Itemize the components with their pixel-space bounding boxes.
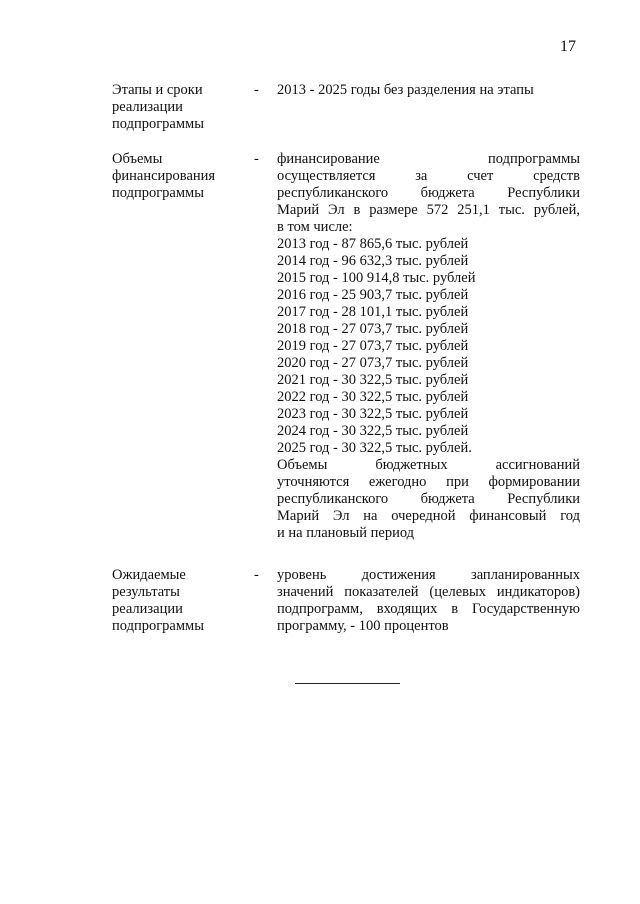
label-line: Объемы: [112, 151, 163, 167]
content-line: республиканского бюджета Республики: [277, 491, 580, 507]
year-funding-line: 2019 год - 27 073,7 тыс. рублей: [277, 338, 469, 354]
row-content: [277, 82, 580, 99]
label-line: Ожидаемые: [112, 567, 186, 583]
dash: -: [254, 567, 259, 583]
page-number: 17: [560, 38, 576, 55]
row-label: [112, 151, 252, 202]
content-line: республиканского бюджета Республики: [277, 185, 580, 201]
year-funding-line: 2022 год - 30 322,5 тыс. рублей: [277, 389, 469, 405]
content-line: и на плановый период: [277, 525, 415, 541]
dash: -: [254, 151, 259, 167]
dash: -: [254, 82, 259, 98]
year-funding-line: 2021 год - 30 322,5 тыс. рублей: [277, 372, 469, 388]
year-funding-line: 2018 год - 27 073,7 тыс. рублей: [277, 321, 469, 337]
year-funding-line: 2025 год - 30 322,5 тыс. рублей.: [277, 440, 472, 456]
year-funding-line: 2023 год - 30 322,5 тыс. рублей: [277, 406, 469, 422]
content-line: уточняются ежегодно при формировании: [277, 474, 580, 490]
label-line: результаты: [112, 584, 180, 600]
content-line: в том числе:: [277, 219, 353, 235]
year-funding-line: 2015 год - 100 914,8 тыс. рублей: [277, 270, 476, 286]
label-line: подпрограммы: [112, 185, 204, 201]
content-line: программу, - 100 процентов: [277, 618, 449, 634]
content-line: Объемы бюджетных ассигнований: [277, 457, 580, 473]
row-label: [112, 567, 252, 635]
label-line: реализации: [112, 99, 183, 115]
content-line: 2013 - 2025 годы без разделения на этапы: [277, 82, 534, 98]
year-funding-line: 2017 год - 28 101,1 тыс. рублей: [277, 304, 469, 320]
content-line: уровень достижения запланированных: [277, 567, 580, 583]
closing-rule: [295, 683, 400, 684]
label-line: реализации: [112, 601, 183, 617]
row-label: [112, 82, 252, 133]
row-content: [277, 151, 580, 542]
label-line: финансирования: [112, 168, 216, 184]
year-funding-line: 2020 год - 27 073,7 тыс. рублей: [277, 355, 469, 371]
year-funding-line: 2024 год - 30 322,5 тыс. рублей: [277, 423, 469, 439]
content-line: Марий Эл на очередной финансовый год: [277, 508, 580, 524]
content-line: финансирование подпрограммы: [277, 151, 580, 167]
year-funding-line: 2013 год - 87 865,6 тыс. рублей: [277, 236, 469, 252]
label-line: подпрограммы: [112, 618, 204, 634]
row-content: [277, 567, 580, 635]
label-line: Этапы и сроки: [112, 82, 203, 98]
label-line: подпрограммы: [112, 116, 204, 132]
year-funding-line: 2014 год - 96 632,3 тыс. рублей: [277, 253, 469, 269]
content-line: подпрограмм, входящих в Государственную: [277, 601, 580, 617]
content-line: Марий Эл в размере 572 251,1 тыс. рублей,: [277, 202, 580, 218]
year-funding-line: 2016 год - 25 903,7 тыс. рублей: [277, 287, 469, 303]
content-line: значений показателей (целевых индикаторов): [277, 584, 580, 600]
content-line: осуществляется за счет средств: [277, 168, 580, 184]
